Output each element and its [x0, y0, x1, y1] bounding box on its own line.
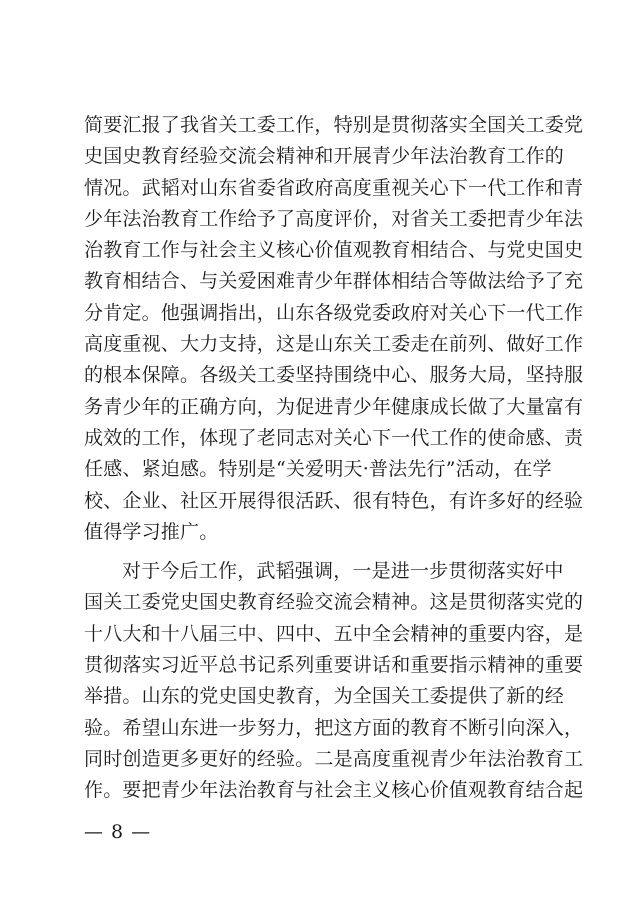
text-line: 对于今后工作，武韬强调，一是进一步贯彻落实好中	[122, 560, 564, 583]
text-line: 情况。武韬对山东省委省政府高度重视关心下一代工作和青	[84, 176, 584, 199]
text-line: 史国史教育经验交流会精神和开展青少年法治教育工作的	[84, 145, 565, 168]
paragraph-1	[84, 110, 584, 548]
paragraph-2	[84, 556, 584, 806]
text-line: 值得学习推广。	[84, 520, 219, 543]
text-line: 同时创造更多更好的经验。二是高度重视青少年法治教育工	[84, 747, 584, 770]
text-line: 简要汇报了我省关工委工作，特别是贯彻落实全国关工委党	[84, 114, 584, 136]
text-line: 治教育工作与社会主义核心价值观教育相结合、与党史国史	[84, 239, 584, 262]
text-line: 校、企业、社区开展得很活跃、很有特色，有许多好的经验	[84, 489, 584, 512]
text-line: 国关工委党史国史教育经验交流会精神。这是贯彻落实党的	[84, 591, 584, 614]
text-line: 少年法治教育工作给予了高度评价，对省关工委把青少年法	[84, 207, 584, 230]
text-line: 成效的工作，体现了老同志对关心下一代工作的使命感、责	[84, 426, 584, 449]
text-line: 的根本保障。各级关工委坚持围绕中心、服务大局，坚持服	[84, 364, 584, 387]
page-number: — 8 —	[84, 821, 152, 843]
text-line: 分肯定。他强调指出，山东各级党委政府对关心下一代工作	[84, 301, 584, 324]
text-line: 验。希望山东进一步努力，把这方面的教育不断引向深入，	[84, 716, 584, 739]
text-line: 务青少年的正确方向，为促进青少年健康成长做了大量富有	[84, 395, 584, 418]
body-text	[84, 110, 584, 807]
text-line: 教育相结合、与关爱困难青少年群体相结合等做法给予了充	[84, 270, 584, 293]
text-line: 贯彻落实习近平总书记系列重要讲话和重要指示精神的重要	[84, 654, 584, 677]
text-line: 任感、紧迫感。特别是“关爱明天·普法先行”活动，在学	[84, 458, 552, 481]
text-line: 作。要把青少年法治教育与社会主义核心价值观教育结合起	[84, 779, 584, 802]
text-line: 举措。山东的党史国史教育，为全国关工委提供了新的经	[84, 685, 565, 708]
text-line: 高度重视、大力支持，这是山东关工委走在前列、做好工作	[84, 333, 584, 356]
text-line: 十八大和十八届三中、四中、五中全会精神的重要内容，是	[84, 622, 584, 645]
